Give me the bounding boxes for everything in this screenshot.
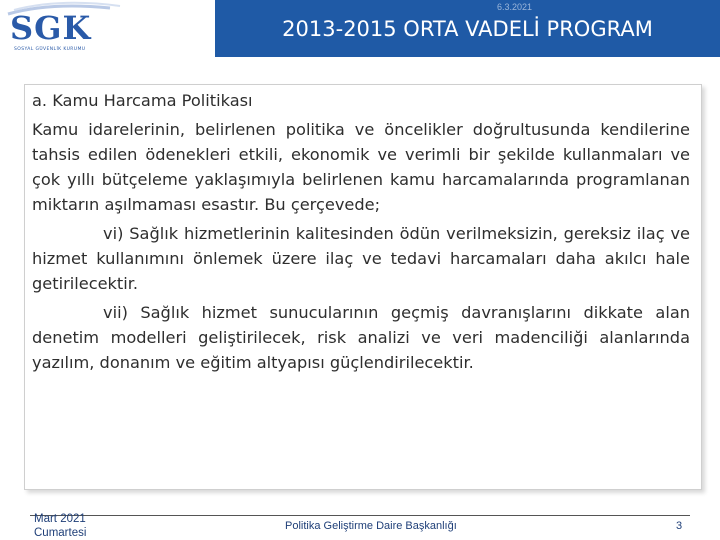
logo-text: SGK [10, 9, 92, 47]
footer-date-month: Mart 2021 [34, 513, 86, 525]
footer-date-day: Cumartesi [34, 527, 87, 539]
intro-paragraph: Kamu idarelerinin, belirlenen politika ve öncelikler doğrultusunda kendilerine tahsis edilen ödenekleri etkili, ekonomik ve verimli bir şekilde kullanmaları ve çok yıllı bütçeleme yaklaşımıyla belirlenen kamu harcamalarında programlanan miktarın aşılmaması esastır. Bu çerçevede; [32, 120, 690, 214]
title-bar [215, 0, 720, 57]
footer-divider [30, 515, 690, 516]
slide-header [0, 0, 720, 62]
slide-title: 2013-2015 ORTA VADELİ PROGRAM [282, 16, 653, 41]
header-date: 6.3.2021 [497, 2, 533, 12]
slide-content [32, 88, 690, 375]
item-vi: vi) Sağlık hizmetlerinin kalitesinden ödün verilmeksizin, gereksiz ilaç ve hizmet kullanımını önlemek üzere ilaç ve tedavi harcamaları daha akılcı hale getirilecektir. [32, 224, 690, 293]
item-vii: vii) Sağlık hizmet sunucularının geçmiş davranışlarını dikkate alan denetim modelleri geliştirilecek, risk analizi ve veri madenciliği alanlarında yazılım, donanım ve eğitim altyapısı güçlendirilecektir. [32, 303, 690, 372]
footer-date [34, 512, 86, 540]
section-heading: a. Kamu Harcama Politikası [32, 91, 253, 110]
sgk-logo [0, 0, 130, 62]
logo-subtitle: SOSYAL GÜVENLİK KURUMU [14, 47, 86, 52]
footer-department: Politika Geliştirme Daire Başkanlığı [285, 520, 457, 532]
page-number: 3 [676, 520, 683, 532]
